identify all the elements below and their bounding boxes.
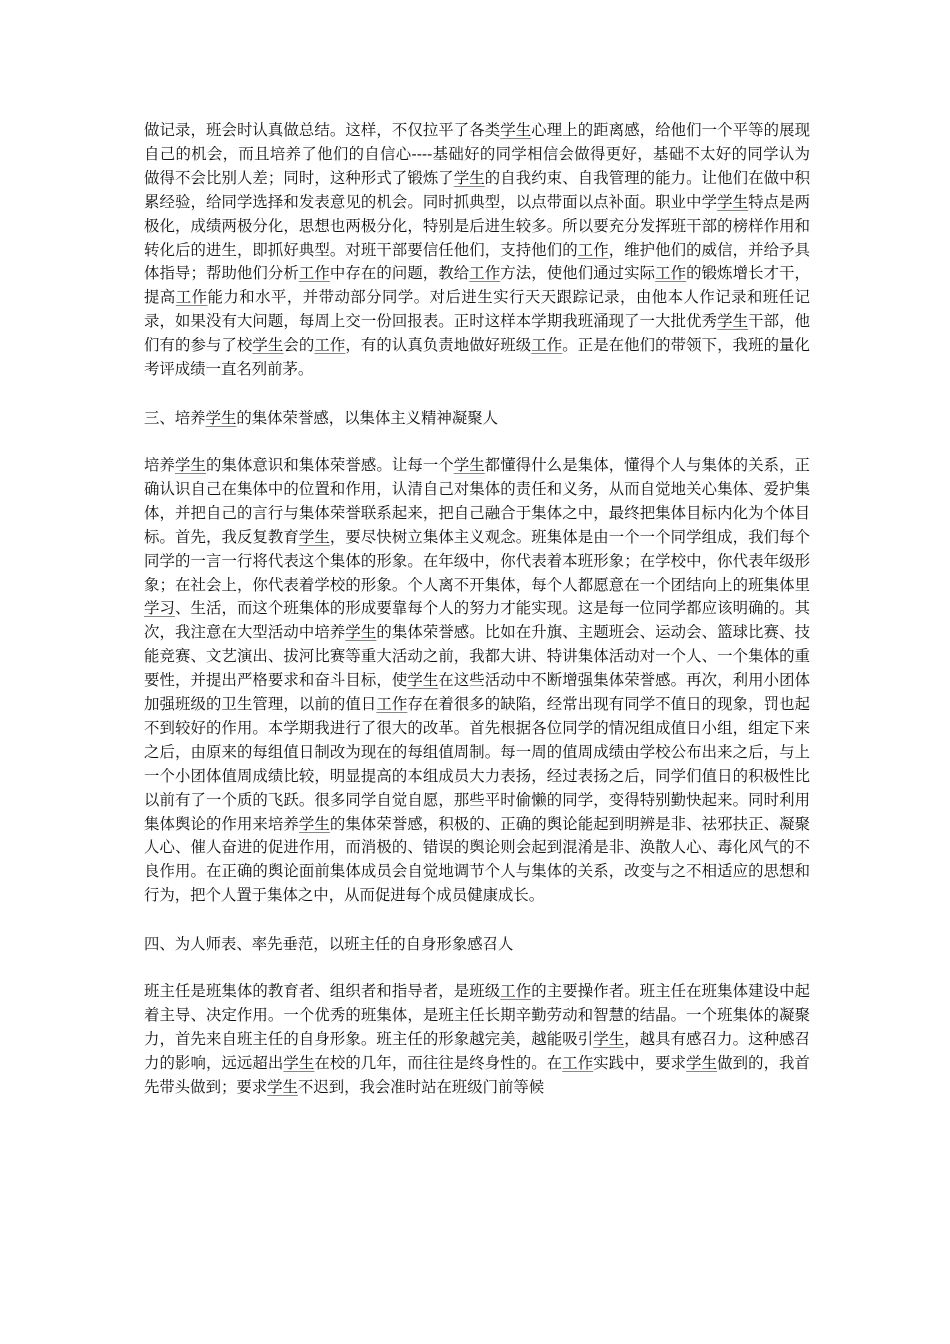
keyword-link[interactable]: 学生	[298, 527, 330, 546]
section-heading-4	[144, 932, 810, 956]
text-run: 能力和水平，并带动部分同学。对后进生实行天天跟踪记录，由他本人作记录和班任记录，如果没有大问题，每周上交一份回报表。正时这样本学期我班涌现了一大批优秀	[144, 288, 810, 331]
paragraph-gap	[144, 382, 810, 406]
keyword-link[interactable]: 学生	[686, 1053, 718, 1072]
keyword-link[interactable]: 学习	[144, 599, 175, 618]
keyword-link[interactable]: 工作	[531, 336, 563, 355]
text-run: 都懂得什么是集体，懂得个人与集体的关系，正确认识自己在集体中的位置和作用，认清自己对集体的责任和义务，从而自觉地关心集体、爱护集体，并把自己的言行与集体荣誉联系起来，把自己融合于集体之中，最终把集体目标内化为个体目标。首先，我反复教育	[144, 455, 810, 546]
keyword-link[interactable]: 学生	[345, 623, 377, 642]
text-run: 中存在的问题，教给	[329, 264, 470, 283]
text-run: 实践中，要求	[593, 1053, 687, 1072]
keyword-link[interactable]: 学生	[407, 671, 439, 690]
keyword-link[interactable]: 学生	[298, 814, 330, 833]
text-run: 的锻炼增长才干，提高	[144, 264, 810, 307]
text-run: 的主要操作者。班主任在班集体建设中起着主导、决定作用。一个优秀的班集体，是班主任长期辛勤劳动和智慧的结晶。一个班集体的凝聚力，首先来自班主任的自身形象。班主任的形象越完美，越能吸引	[144, 982, 810, 1048]
text-run: ，有的认真负责地做好班级	[345, 336, 532, 355]
text-run: 心理上的距离感，给他们一个平等的展现自己的机会，而且培养了他们的自信心----基础好的同学相信会做得更好，基础不太好的同学认为做得不会比别人差；同时，这种形式了锻炼了	[144, 121, 810, 187]
keyword-link[interactable]: 工作	[655, 264, 687, 283]
text-run: 的集体荣誉感，以集体主义精神凝聚人	[236, 408, 499, 427]
keyword-link[interactable]: 学生	[453, 455, 485, 474]
text-run: 培养	[144, 455, 175, 474]
paragraph-teacher-example	[144, 980, 810, 1100]
text-run: 特点是两极化，成绩两极分化，思想也两极分化，特别是后进生较多。所以要充分发挥班干部的榜样作用和转化后的进生，即抓好典型。对班干部要信任他们，支持他们的	[144, 192, 810, 259]
keyword-link[interactable]: 工作	[314, 336, 346, 355]
text-run: ，要尽快树立集体主义观念。班集体是由一个一个同学组成，我们每个同学的一言一行将代表这个集体的形象。在年级中，你代表着本班形象；在学校中，你代表年级形象；在社会上，你代表着学校的形象。个人离不开集体，每个人都愿意在一个团结向上的班集体里	[144, 527, 810, 594]
document-page	[144, 119, 810, 1100]
text-run: ，维护他们的威信，并给予具体指导；帮助他们分析	[144, 240, 810, 283]
keyword-link[interactable]: 学生	[593, 1030, 625, 1048]
text-run: 存在着很多的缺陷，经常出现有同学不值日的现象，罚也起不到较好的作用。本学期我进行了很大的改革。首先根据各位同学的情况组成值日小组，组定下来之后，由原来的每组值日制改为现在的每组值周制。每一周的值周成绩由学校公布出来之后，与上一个小团体值周成绩比较，明显提高的本组成员大力表扬，经过表扬之后，同学们值日的积极性比以前有了一个质的飞跃。很多同学自觉自愿，那些平时偷懒的同学，变得特别勤快起来。同时利用集体舆论的作用来培养	[144, 695, 810, 833]
text-run: 会的	[283, 336, 315, 355]
text-run: 、生活，而这个班集体的形成要靠每个人的努力才能实现。这是每一位同学都应该明确的。其次，我注意在大型活动中培养	[144, 599, 810, 642]
keyword-link[interactable]: 学生	[252, 336, 284, 355]
keyword-link[interactable]: 工作	[175, 288, 208, 307]
keyword-link[interactable]: 学生	[500, 121, 532, 139]
keyword-link[interactable]: 工作	[500, 982, 532, 1001]
text-run: 四、为人师表、率先垂范，以班主任的自身形象感召人	[144, 935, 514, 954]
text-run: 方法，使他们通过实际	[500, 264, 656, 283]
text-run: 的集体荣誉感，积极的、正确的舆论能起到明辨是非、祛邪扶正、凝聚人心、催人奋进的促进作用，而消极的、错误的舆论则会起到混淆是非、涣散人心、毒化风气的不良作用。在正确的舆论面前集体成员会自觉地调节个人与集体的关系，改变与之不相适应的思想和行为，把个人置于集体之中，从而促进每个成员健康成长。	[144, 814, 810, 905]
keyword-link[interactable]: 工作	[469, 264, 501, 283]
text-run: 做记录，班会时认真做总结。这样，不仅拉平了各类	[144, 121, 501, 139]
text-run: 的集体意识和集体荣誉感。让每一个	[205, 455, 454, 474]
keyword-link[interactable]: 学生	[174, 455, 206, 474]
keyword-link[interactable]: 工作	[376, 695, 408, 714]
keyword-link[interactable]: 学生	[283, 1053, 315, 1072]
text-run: 三、培养	[144, 408, 206, 427]
keyword-link[interactable]: 工作	[298, 264, 330, 283]
section-heading-3	[144, 406, 810, 430]
text-run: 的自我约束、自我管理的能力。让他们在做中积累经验，给同学选择和发表意见的机会。同时抓典型，以点带面以点补面。职业中学	[144, 168, 810, 211]
text-run: 不迟到，我会准时站在班级门前等候	[297, 1077, 545, 1096]
paragraph-student-cadres	[144, 119, 810, 382]
text-run: 做到的，我首先带头做到；要求	[144, 1053, 810, 1096]
keyword-link[interactable]: 工作	[562, 1053, 594, 1072]
text-run: 在校的几年，而往往是终身性的。在	[314, 1053, 563, 1072]
text-run: ，越具有感召力。这种感召力的影响，远远超出	[144, 1030, 810, 1072]
text-run: 干部，他们有的参与了校	[144, 312, 810, 355]
keyword-link[interactable]: 学生	[453, 168, 485, 187]
paragraph-collective-honor	[144, 454, 810, 908]
paragraph-gap	[144, 956, 810, 980]
keyword-link[interactable]: 学生	[717, 312, 749, 331]
keyword-link[interactable]: 学生	[717, 192, 749, 211]
paragraph-gap	[144, 908, 810, 932]
text-run: 的集体荣誉感。比如在升旗、主题班会、运动会、篮球比赛、技能竞赛、文艺演出、拔河比赛等重大活动之前，我都大讲、特讲集体活动对一个人、一个集体的重要性，并提出严格要求和奋斗目标，使	[144, 623, 810, 690]
text-run: 在这些活动中不断增强集体荣誉感。再次，利用小团体加强班级的卫生管理，以前的值日	[144, 671, 810, 714]
keyword-link[interactable]: 学生	[267, 1077, 298, 1096]
keyword-link[interactable]: 工作	[577, 240, 609, 259]
paragraph-gap	[144, 430, 810, 454]
keyword-link[interactable]: 学生	[205, 408, 237, 427]
text-run: 。正是在他们的带领下，我班的量化考评成绩一直名列前茅。	[144, 336, 810, 379]
text-run: 班主任是班集体的教育者、组织者和指导者，是班级	[144, 982, 501, 1001]
